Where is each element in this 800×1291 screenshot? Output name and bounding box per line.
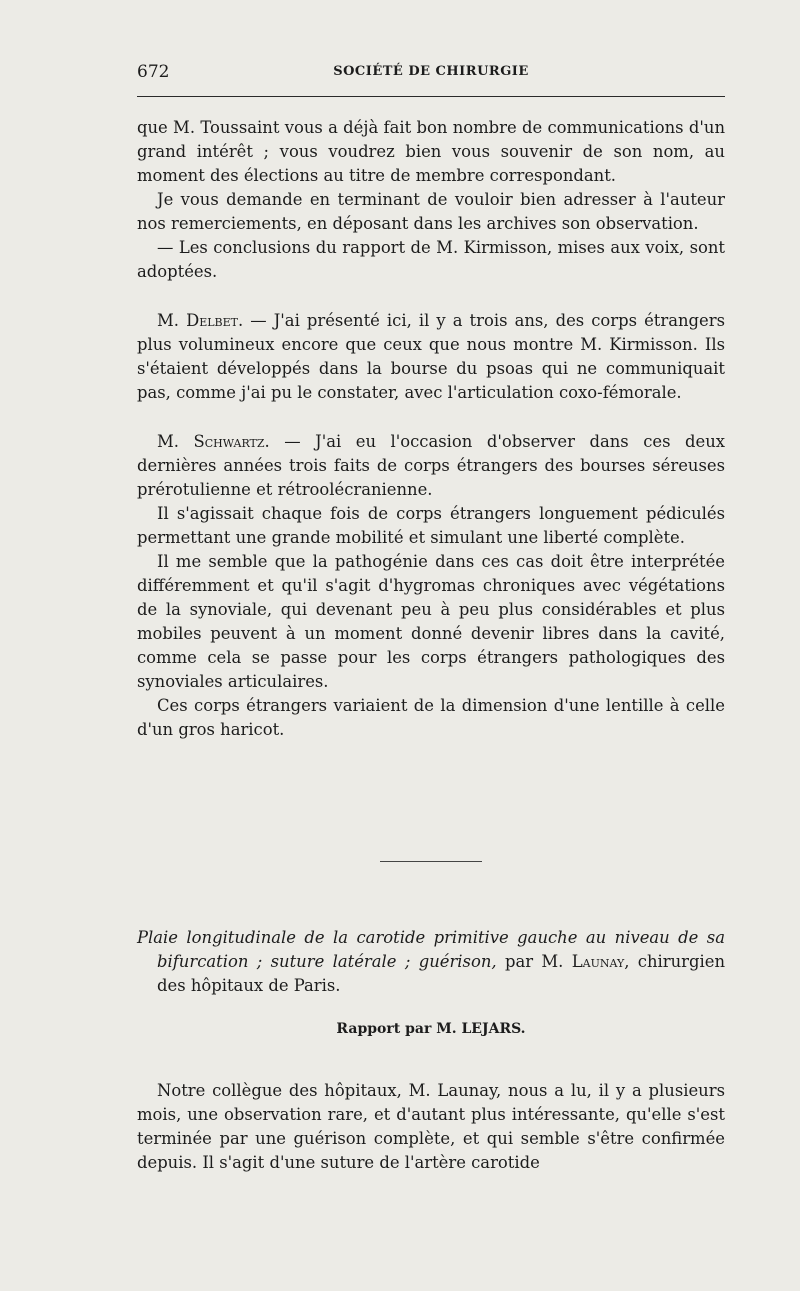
- report-line: Rapport par M. LEJARS.: [336, 1021, 526, 1037]
- article-author: Launay: [571, 952, 625, 971]
- delbet-text: . — J'ai présenté ici, il y a trois ans, des corps étrangers plus volumineux encore que ceux que nous montre M. Kirmisson. Ils s'étaient développés dans la bourse du psoas qui ne communiquait pas, comme j'ai pu le constater, avec l'articulation coxo-fémorale.: [137, 311, 725, 402]
- schwartz-text: . — J'ai eu l'occasion d'observer dans ces deux dernières années trois faits de corps étrangers des bourses séreuses prérotulienne et rétroolécranienne.: [137, 432, 725, 499]
- page-number: 672: [137, 62, 170, 82]
- paragraph-schwartz-3: Il me semble que la pathogénie dans ces cas doit être interprétée différemment et qu'il s'agit d'hygromas chroniques avec végétations de la synoviale, qui devenant peu à peu plus considérables et plus mobiles peuvent à un moment donné devenir libres dans la cavité, comme cela se passe pour les corps étrangers pathologiques des synoviales articulaires.: [137, 552, 725, 691]
- article-title-by: par M.: [496, 952, 572, 971]
- page-header: [137, 58, 725, 88]
- paragraph-schwartz-2: Il s'agissait chaque fois de corps étrangers longuement pédiculés permettant une grande mobilité et simulant une liberté complète.: [137, 504, 725, 547]
- paragraph-article-body: Notre collègue des hôpitaux, M. Launay, nous a lu, il y a plusieurs mois, une observation rare, et d'autant plus intéressante, qu'elle s'est terminée par une guérison complète, et qui semble s'être confirmée depuis. Il s'agit d'une suture de l'artère carotide: [137, 1081, 725, 1172]
- paragraph-schwartz-4: Ces corps étrangers variaient de la dimension d'une lentille à celle d'un gros haricot.: [137, 696, 725, 739]
- article-title-rest: , chirurgien des hôpitaux de Paris.: [157, 952, 725, 995]
- article-title: [127, 926, 725, 998]
- main-text: [137, 116, 725, 742]
- paragraph-schwartz: [137, 430, 725, 502]
- paragraph-continuation: que M. Toussaint vous a déjà fait bon nombre de communications d'un grand intérêt ; vous voudrez bien vous souvenir de son nom, au moment des élections au titre de membre correspondant.: [137, 118, 725, 185]
- speaker-name-schwartz: Schwartz: [193, 432, 265, 451]
- article-body: [137, 1079, 725, 1175]
- section-separator: [380, 861, 482, 862]
- paragraph-delbet: [137, 309, 725, 405]
- paragraph-thanks: Je vous demande en terminant de vouloir bien adresser à l'auteur nos remerciements, en déposant dans les archives son observation.: [137, 190, 725, 233]
- running-head: SOCIÉTÉ DE CHIRURGIE: [333, 64, 529, 79]
- article-title-italic: Plaie longitudinale de la carotide primitive gauche au niveau de sa bifurcation ; suture latérale ; guérison,: [137, 928, 725, 971]
- paragraph-conclusions: — Les conclusions du rapport de M. Kirmisson, mises aux voix, sont adoptées.: [137, 238, 725, 281]
- speaker-name-delbet: Delbet: [186, 311, 238, 330]
- speaker-prefix: M.: [157, 432, 179, 451]
- speaker-prefix: M.: [157, 311, 179, 330]
- header-rule: [137, 96, 725, 97]
